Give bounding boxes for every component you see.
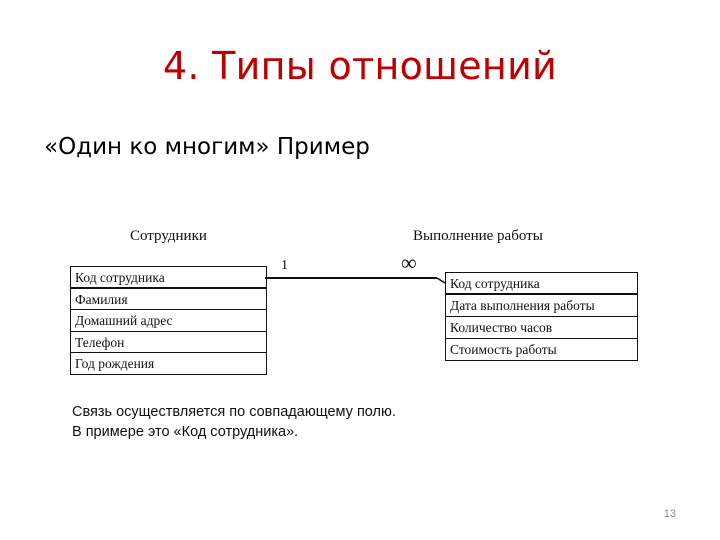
field-work-cost: Стоимость работы bbox=[446, 339, 637, 361]
field-phone: Телефон bbox=[71, 332, 266, 354]
explanation-text bbox=[72, 402, 396, 442]
explanation-line-1: Связь осуществляется по совпадающему полю. bbox=[72, 404, 396, 420]
right-table-caption: Выполнение работы bbox=[413, 228, 543, 244]
slide-title: 4. Типы отношений bbox=[162, 44, 558, 88]
relationship-connector bbox=[437, 278, 445, 283]
work-table bbox=[445, 272, 638, 361]
many-side-marker: ∞ bbox=[401, 250, 417, 275]
field-surname: Фамилия bbox=[71, 289, 266, 311]
explanation-line-2: В примере это «Код сотрудника». bbox=[72, 424, 299, 440]
field-work-date: Дата выполнения работы bbox=[446, 295, 637, 317]
page-number: 13 bbox=[663, 508, 676, 520]
field-hours: Количество часов bbox=[446, 317, 637, 339]
employees-table bbox=[70, 266, 267, 375]
left-table-caption: Сотрудники bbox=[130, 228, 207, 244]
field-employee-code-fk: Код сотрудника bbox=[446, 273, 637, 295]
field-home-address: Домашний адрес bbox=[71, 310, 266, 332]
field-birth-year: Год рождения bbox=[71, 353, 266, 375]
field-employee-code: Код сотрудника bbox=[71, 267, 266, 289]
one-side-marker: 1 bbox=[281, 258, 288, 273]
slide-subtitle: «Один ко многим» Пример bbox=[44, 134, 370, 160]
